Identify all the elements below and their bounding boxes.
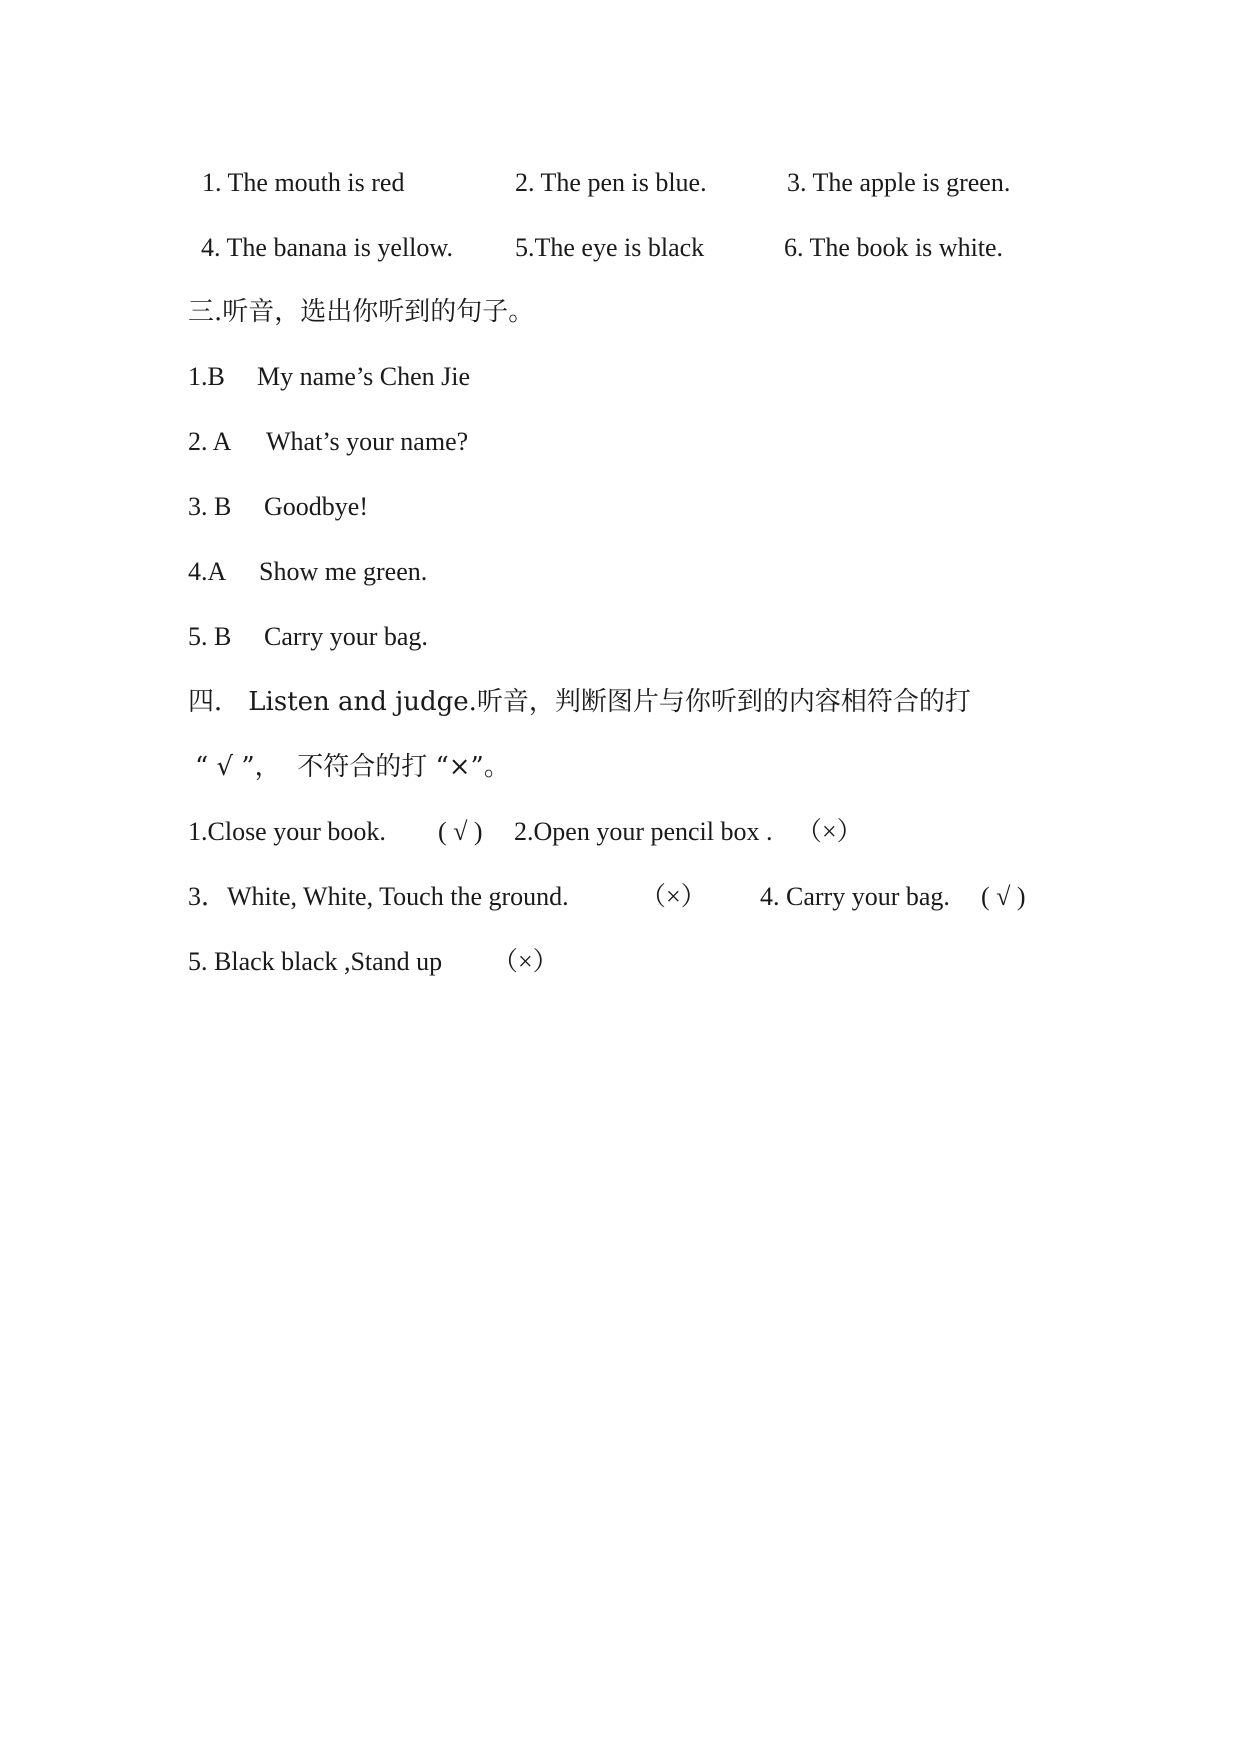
answer-2: 2. The pen is blue. [515,168,707,197]
section-3-item-3-text: Goodbye! [264,492,368,521]
section-3-item-1-number: 1.B [188,362,225,391]
section-4-item-4-mark: ( √ ) [981,882,1026,911]
section-3-item-5-number: 5. B [188,622,232,651]
section-4-item-5-mark: （×） [492,947,559,976]
answer-3: 3. The apple is green. [787,168,1011,197]
answer-6: 6. The book is white. [784,233,1004,262]
answer-4: 4. The banana is yellow. [201,233,453,262]
section-4-instruction: “ √ ”， 不符合的打 “×”。 [195,752,510,782]
section-3-item-2-number: 2. A [188,427,232,456]
section-4-item-2-text: 2.Open your pencil box . [514,817,773,846]
section-3-item-3-number: 3. B [188,492,232,521]
section-4-item-1-text: 1.Close your book. [188,817,386,846]
section-4-item-4-text: 4. Carry your bag. [760,882,950,911]
section-4-heading: 四． Listen and judge.听音，判断图片与你听到的内容相符合的打 [188,687,971,717]
section-4-item-5-text: 5. Black black ,Stand up [188,947,443,976]
section-3-item-2-text: What’s your name? [266,427,469,456]
section-3-item-5-text: Carry your bag. [264,622,428,651]
section-4-item-1-mark: ( √ ) [438,817,483,846]
section-3-item-4-text: Show me green. [259,557,428,586]
section-4-item-3-mark: （×） [640,882,707,911]
answer-1: 1. The mouth is red [202,168,405,197]
section-4-item-3-text: 3．White, White, Touch the ground. [188,882,569,911]
answer-5: 5.The eye is black [515,233,705,262]
section-4-item-2-mark: （×） [796,817,863,846]
section-3-heading: 三.听音，选出你听到的句子。 [188,297,535,327]
section-3-item-4-number: 4.A [188,557,227,586]
section-3-item-1-text: My name’s Chen Jie [257,362,471,391]
